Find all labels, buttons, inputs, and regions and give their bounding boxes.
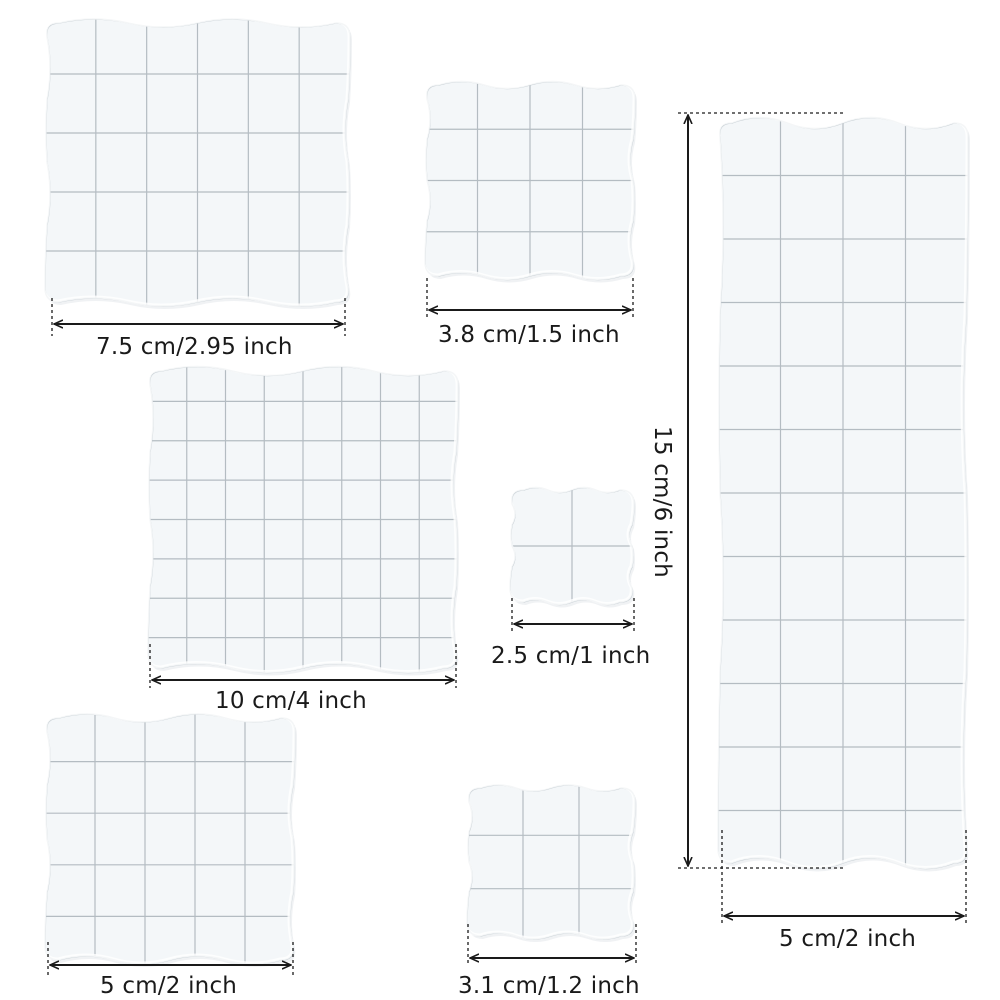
block-3-8cm-block (424, 78, 637, 283)
label-3-8cm: 3.8 cm/1.5 inch (438, 322, 620, 348)
block-3-1cm-block (466, 782, 637, 942)
label-15cm-length: 15 cm/6 inch (648, 426, 675, 578)
block-15cm-block (717, 112, 970, 874)
block-5cm-square-body (45, 714, 295, 964)
label-10cm: 10 cm/4 inch (215, 688, 367, 714)
label-3-1cm: 3.1 cm/1.2 inch (458, 973, 640, 999)
block-10cm-block (147, 362, 460, 677)
block-7-5cm-block (44, 15, 352, 310)
block-3-1cm-body (467, 785, 635, 939)
block-2-5cm-block (509, 485, 636, 608)
label-15cm-width: 5 cm/2 inch (779, 926, 917, 952)
dimension-3-8cm (427, 278, 633, 318)
block-5cm-square-block (44, 710, 297, 968)
label-7-5cm: 7.5 cm/2.95 inch (96, 334, 293, 360)
label-2-5cm: 2.5 cm/1 inch (491, 643, 651, 669)
label-5cm-square: 5 cm/2 inch (100, 973, 238, 999)
